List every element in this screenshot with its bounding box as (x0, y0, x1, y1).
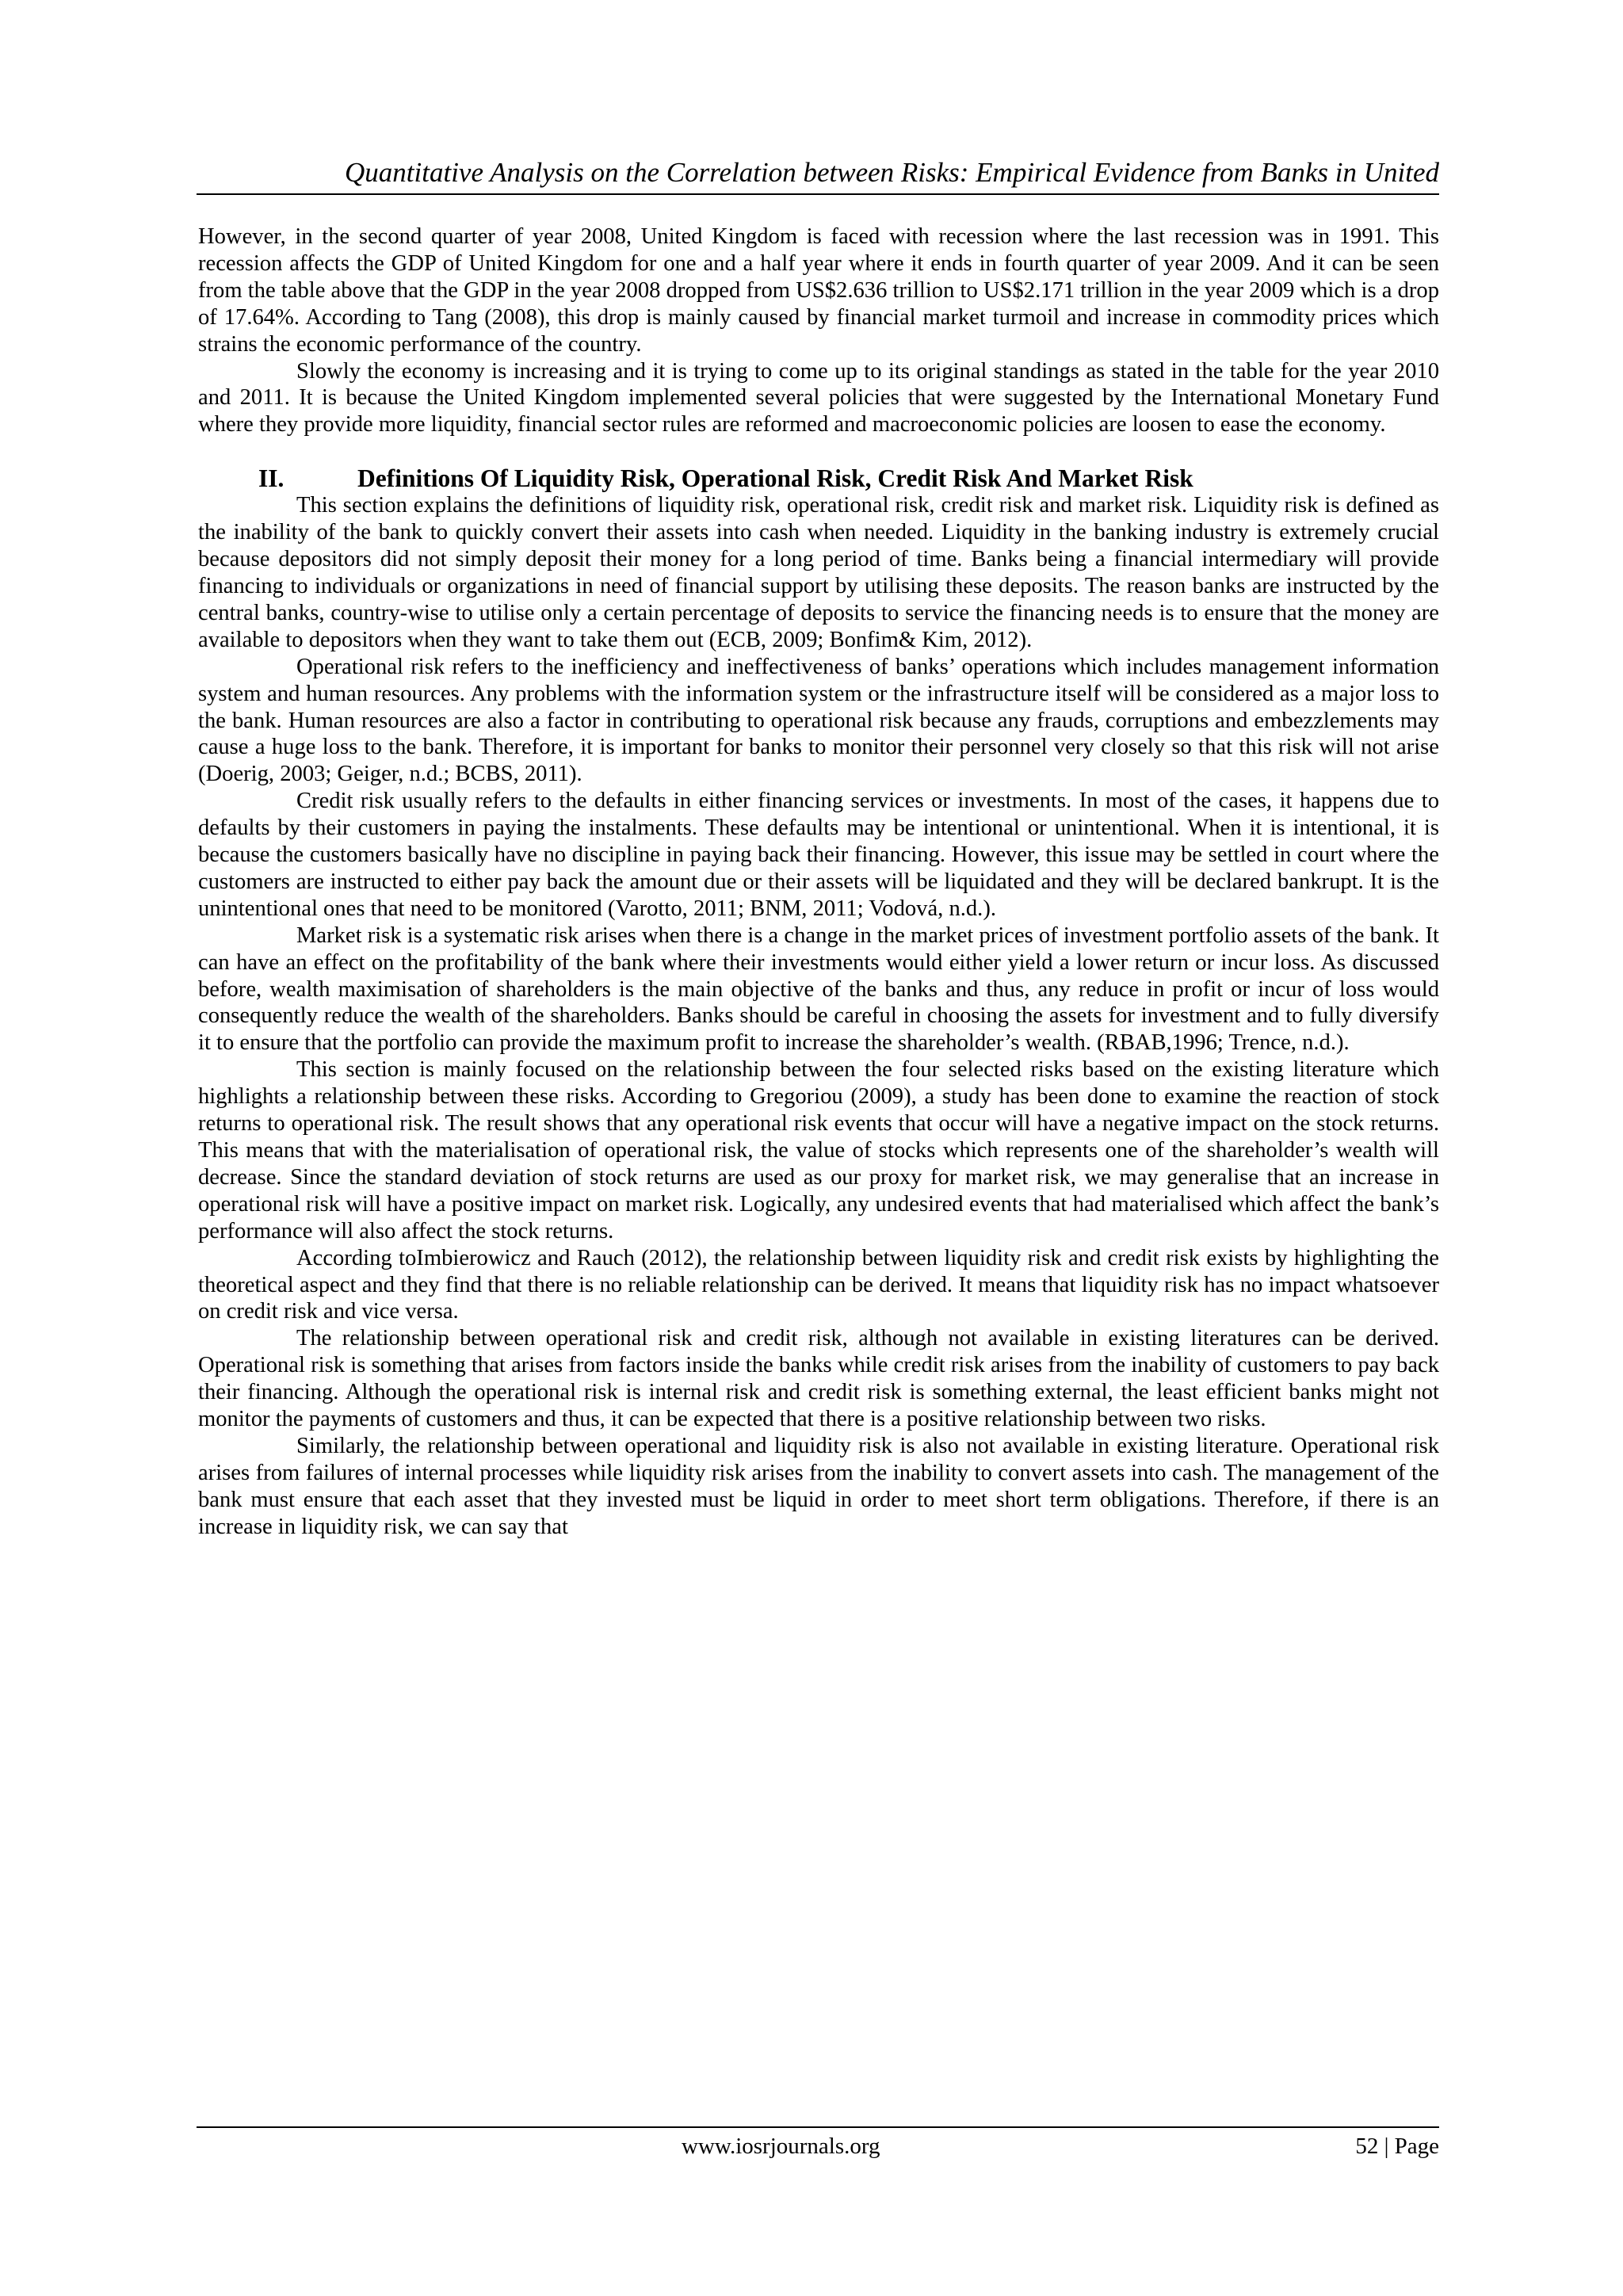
header-rule (197, 193, 1439, 195)
section-heading (198, 465, 1439, 492)
paragraph: Credit risk usually refers to the defaults in either financing services or investments. In most of the cases, it happens due to defaults by their customers in paying the instalments. These defaults may be intentional or unintentional. When it is intentional, it is because the customers basically have no discipline in paying back their financing. However, this issue may be settled in court where the customers are instructed to either pay back the amount due or their assets will be liquidated and they will be declared bankrupt. It is the unintentional ones that need to be monitored (Varotto, 2011; BNM, 2011; Vodová, n.d.). (198, 789, 1439, 921)
paragraph: However, in the second quarter of year 2008, United Kingdom is faced with recession where the last recession was in 1991. This recession affects the GDP of United Kingdom for one and a half year where it ends in fourth quarter of year 2009. And it can be seen from the table above that the GDP in the year 2008 dropped from US$2.636 trillion to US$2.171 trillion in the year 2009 which is a drop of 17.64%. According to Tang (2008), this drop is mainly caused by financial market turmoil and increase in commodity prices which strains the economic performance of the country. (198, 224, 1439, 357)
footer-url: www.iosrjournals.org (682, 2134, 880, 2159)
paragraph: Operational risk refers to the inefficiency and ineffectiveness of banks’ operations which includes management information system and human resources. Any problems with the information system or the infrastructure itself will be considered as a major loss to the bank. Human resources are also a factor in contributing to operational risk because any frauds, corruptions and embezzlements may cause a huge loss to the bank. Therefore, it is important for banks to monitor their personnel very closely so that this risk will not arise (Doerig, 2003; Geiger, n.d.; BCBS, 2011). (198, 654, 1439, 787)
paragraph: Similarly, the relationship between operational and liquidity risk is also not available in existing literature. Operational risk arises from failures of internal processes while liquidity risk arises from the inability to convert assets into cash. The management of the bank must ensure that each asset that they invested must be liquid in order to meet short term obligations. Therefore, if there is an increase in liquidity risk, we can say that (198, 1433, 1439, 1539)
paragraph: Slowly the economy is increasing and it is trying to come up to its original standings as stated in the table for the year 2010 and 2011. It is because the United Kingdom implemented several policies that were suggested by the International Monetary Fund where they provide more liquidity, financial sector rules are reformed and macroeconomic policies are loosen to ease the economy. (198, 358, 1439, 437)
paragraph: The relationship between operational risk and credit risk, although not available in existing literatures can be derived. Operational risk is something that arises from factors inside the banks while credit risk arises from the inability of customers to pay back their financing. Although the operational risk is internal risk and credit risk is something external, the least efficient banks might not monitor the payments of customers and thus, it can be expected that there is a positive relationship between two risks. (198, 1326, 1439, 1432)
running-header: Quantitative Analysis on the Correlation between Risks: Empirical Evidence from Banks in United (345, 157, 1439, 188)
paragraph: According toImbierowicz and Rauch (2012), the relationship between liquidity risk and credit risk exists by highlighting the theoretical aspect and they find that there is no reliable relationship can be derived. It means that liquidity risk has no impact whatsoever on credit risk and vice versa. (198, 1245, 1439, 1324)
footer-rule (197, 2126, 1439, 2128)
section-number: II. (258, 464, 285, 493)
paragraph: Market risk is a systematic risk arises when there is a change in the market prices of investment portfolio assets of the bank. It can have an effect on the profitability of the bank where their investments would either yield a lower return or incur loss. As discussed before, wealth maximisation of shareholders is the main objective of the banks and thus, any reduce in profit or incur of loss would consequently reduce the wealth of the shareholders. Banks should be careful in choosing the assets for investment and to fully diversify it to ensure that the portfolio can provide the maximum profit to increase the shareholder’s wealth. (RBAB,1996; Trence, n.d.). (198, 923, 1439, 1056)
article-body (198, 223, 1439, 1541)
paragraph: This section is mainly focused on the relationship between the four selected risks based on the existing literature which highlights a relationship between these risks. According to Gregoriou (2009), a study has been done to examine the reaction of stock returns to operational risk. The result shows that any operational risk events that occur will have a negative impact on the stock returns. This means that with the materialisation of operational risk, the value of stocks which represents one of the shareholder’s wealth will decrease. Since the standard deviation of stock returns are used as our proxy for market risk, we may generalise that an increase in operational risk will have a positive impact on market risk. Logically, any undesired events that had materialised which affect the bank’s performance will also affect the stock returns. (198, 1057, 1439, 1244)
page-number: 52 | Page (1355, 2134, 1439, 2159)
section-title: Definitions Of Liquidity Risk, Operational Risk, Credit Risk And Market Risk (357, 464, 1193, 493)
paragraph: This section explains the definitions of liquidity risk, operational risk, credit risk and market risk. Liquidity risk is defined as the inability of the bank to quickly convert their assets into cash when needed. Liquidity in the banking industry is extremely crucial because depositors did not simply deposit their money for a long period of time. Banks being a financial intermediary will provide financing to individuals or organizations in need of financial support by utilising these deposits. The reason banks are instructed by the central banks, country-wise to utilise only a certain percentage of deposits to service the financing needs is to ensure that the money are available to depositors when they want to take them out (ECB, 2009; Bonfim& Kim, 2012). (198, 493, 1439, 652)
